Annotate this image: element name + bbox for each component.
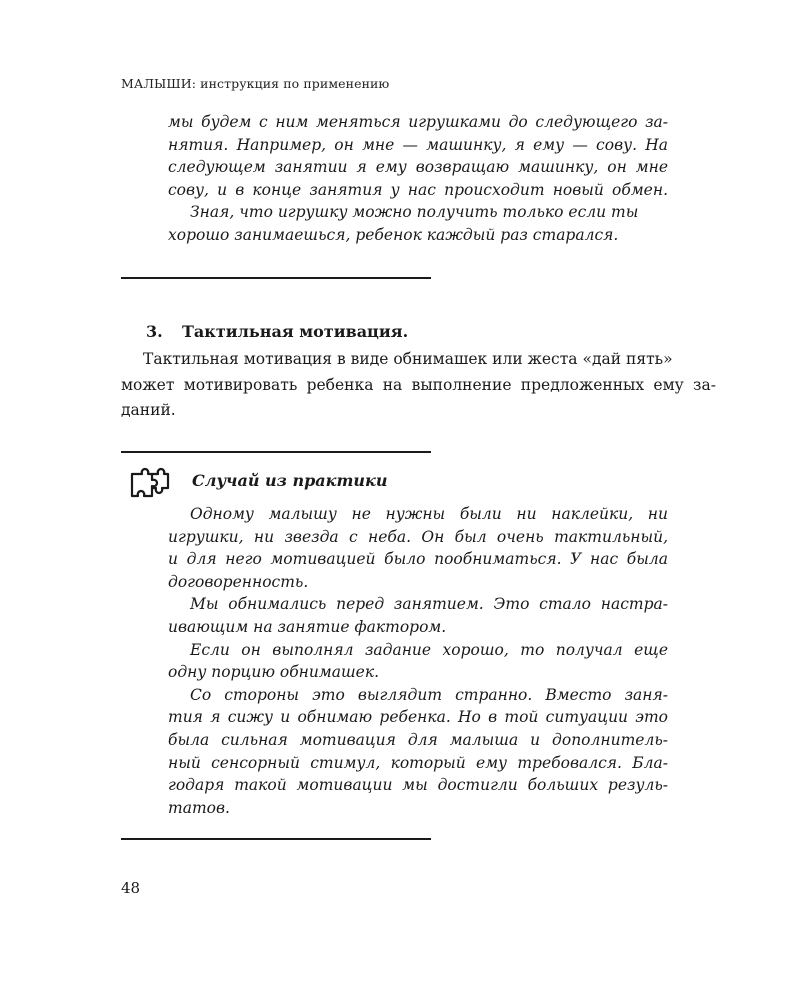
case-line: Мы обнимались перед занятием. Это стало настра- [190,595,668,614]
case-line: тия я сижу и обнимаю ребенка. Но в той ситуации это [168,708,668,727]
case-line: татов. [168,798,230,817]
section-body [121,347,716,424]
case-line: игрушки, ни звезда с неба. Он был очень тактильный, [168,527,668,546]
quote-line: следующем занятии я ему возвращаю машинку, он мне [168,158,668,177]
case-line: была сильная мотивация для малыша и дополнитель- [168,730,668,749]
case-line: Если он выполнял задание хорошо, то получал еще [190,640,668,659]
case-line: ивающим на занятие фактором. [168,617,447,636]
section-title: Тактильная мотивация. [182,322,409,341]
quote-line: хорошо занимаешься, ребенок каждый раз старался. [168,225,619,244]
puzzle-icon [128,466,172,502]
top-quote-block [168,111,668,247]
case-start-rule [121,451,431,453]
page-number: 48 [121,879,141,897]
quote-end-rule [121,277,431,279]
quote-line: нятия. Например, он мне — машинку, я ему — сову. На [168,135,668,154]
case-line: договоренность. [168,572,309,591]
section-heading [146,322,408,341]
case-end-rule [121,838,431,840]
case-line: ный сенсорный стимул, который ему требовался. Бла- [168,753,668,772]
case-line: и для него мотивацией было пообниматься. У нас была [168,550,668,569]
body-line: может мотивировать ребенка на выполнение предложенных ему за- [121,375,716,394]
quote-line: сову, и в конце занятия у нас происходит новый обмен. [168,180,668,199]
section-number: 3. [146,322,163,341]
case-body [168,503,668,819]
case-line: Одному малышу не нужны были ни наклейки, ни [190,505,668,523]
case-title: Случай из практики [192,471,388,490]
body-line: Тактильная мотивация в виде обнимашек или жеста «дай пять» [143,350,673,368]
quote-line: мы будем с ним меняться игрушками до следующего за- [168,113,668,131]
case-line: Со стороны это выглядит странно. Вместо заня- [190,685,668,704]
case-line: годаря такой мотивации мы достигли больших резуль- [168,776,668,795]
running-header: МАЛЫШИ: инструкция по применению [121,76,390,91]
body-line: даний. [121,401,176,419]
quote-line: Зная, что игрушку можно получить только если ты [190,203,639,222]
case-line: одну порцию обнимашек. [168,663,380,682]
